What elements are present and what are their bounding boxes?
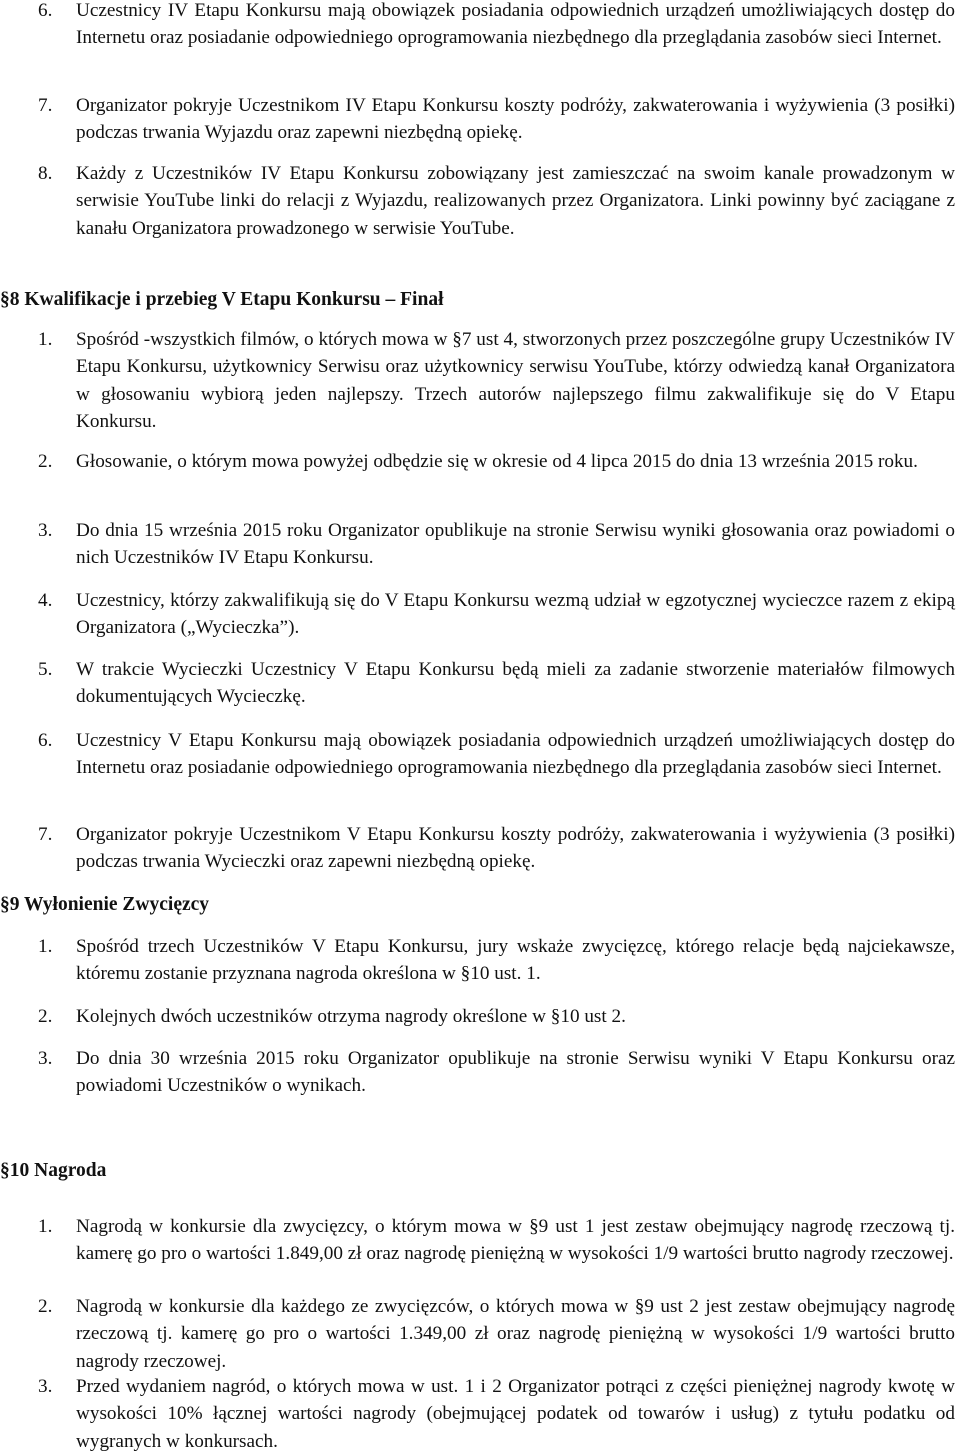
item-text: Głosowanie, o którym mowa powyżej odbędzie się w okresie od 4 lipca 2015 do dnia 13 września 2015 roku. xyxy=(76,451,918,472)
item-text: Do dnia 30 września 2015 roku Organizator opublikuje na stronie Serwisu wyniki V Etapu Konkursu oraz powiadomi Uczestników o wynikach. xyxy=(76,1048,955,1097)
item-text: Spośród trzech Uczestników V Etapu Konkursu, jury wskaże zwycięzcę, którego relacje będą najciekawsze, któremu zostanie przyznana nagroda określona w §10 ust. 1. xyxy=(76,936,955,985)
section-heading: §9 Wyłonienie Zwycięzcy xyxy=(0,894,210,915)
item-text: Uczestnicy IV Etapu Konkursu mają obowiązek posiadania odpowiednich urządzeń umożliwiających dostęp do Internetu oraz posiadanie odpowiedniego oprogramowania niezbędnego dla przeglądania zasobów sieci Internet. xyxy=(76,0,955,49)
item-text: W trakcie Wycieczki Uczestnicy V Etapu Konkursu będą mieli za zadanie stworzenie materiałów filmowych dokumentujących Wycieczkę. xyxy=(76,659,955,708)
item-number: 1. xyxy=(38,1216,53,1237)
item-number: 8. xyxy=(38,163,53,184)
item-number: 7. xyxy=(38,824,53,845)
item-text: Uczestnicy, którzy zakwalifikują się do V Etapu Konkursu wezmą udział w egzotycznej wycieczce razem z ekipą Organizatora („Wycieczka”). xyxy=(76,590,955,639)
item-number: 3. xyxy=(38,1376,53,1397)
item-number: 1. xyxy=(38,329,53,350)
item-number: 2. xyxy=(38,451,53,472)
item-text: Spośród -wszystkich filmów, o których mowa w §7 ust 4, stworzonych przez poszczególne grupy Uczestników IV Etapu Konkursu, użytkownicy Serwisu oraz użytkownicy serwisu YouTube, którzy odwiedzą kanał Organizatora w głosowaniu wybiorą jeden najlepszy. Trzech autorów najlepszego filmu zakwalifikuje się do V Etapu Konkursu. xyxy=(76,329,955,432)
item-number: 2. xyxy=(38,1296,53,1317)
item-number: 2. xyxy=(38,1006,53,1027)
item-text: Nagrodą w konkursie dla zwycięzcy, o którym mowa w §9 ust 1 jest zestaw obejmujący nagrodę rzeczową tj. kamerę go pro o wartości 1.849,00 zł oraz nagrodę pieniężną w wysokości 1/9 wartości brutto nagrody rzeczowej. xyxy=(76,1216,955,1265)
item-text: Nagrodą w konkursie dla każdego ze zwycięzców, o których mowa w §9 ust 2 jest zestaw obejmujący nagrodę rzeczową tj. kamerę go pro o wartości 1.349,00 zł oraz nagrodę pieniężną w wysokości 1/9 wartości brutto nagrody rzeczowej. xyxy=(76,1296,955,1372)
section-heading: §8 Kwalifikacje i przebieg V Etapu Konkursu – Finał xyxy=(0,289,444,310)
item-text: Organizator pokryje Uczestnikom V Etapu Konkursu koszty podróży, zakwaterowania i wyżywienia (3 posiłki) podczas trwania Wycieczki oraz zapewni niezbędną opiekę. xyxy=(76,824,955,873)
item-number: 5. xyxy=(38,659,53,680)
item-text: Organizator pokryje Uczestnikom IV Etapu Konkursu koszty podróży, zakwaterowania i wyżywienia (3 posiłki) podczas trwania Wyjazdu oraz zapewni niezbędną opiekę. xyxy=(76,95,955,144)
item-text: Kolejnych dwóch uczestników otrzyma nagrody określone w §10 ust 2. xyxy=(76,1006,626,1027)
section-heading: §10 Nagroda xyxy=(0,1160,107,1181)
item-number: 3. xyxy=(38,1048,53,1069)
item-number: 3. xyxy=(38,520,53,541)
item-number: 6. xyxy=(38,730,53,751)
item-number: 1. xyxy=(38,936,53,957)
item-text: Do dnia 15 września 2015 roku Organizator opublikuje na stronie Serwisu wyniki głosowania oraz powiadomi o nich Uczestników IV Etapu Konkursu. xyxy=(76,520,955,569)
item-number: 4. xyxy=(38,590,53,611)
item-number: 6. xyxy=(38,0,53,21)
item-text: Każdy z Uczestników IV Etapu Konkursu zobowiązany jest zamieszczać na swoim kanale prowadzonym w serwisie YouTube linki do relacji z Wyjazdu, realizowanych przez Organizatora. Linki powinny być zaciągane z kanału Organizatora prowadzonego w serwisie YouTube. xyxy=(76,163,955,239)
item-number: 7. xyxy=(38,95,53,116)
item-text: Uczestnicy V Etapu Konkursu mają obowiązek posiadania odpowiednich urządzeń umożliwiających dostęp do Internetu oraz posiadanie odpowiedniego oprogramowania niezbędnego dla przeglądania zasobów sieci Internet. xyxy=(76,730,955,779)
item-text: Przed wydaniem nagród, o których mowa w ust. 1 i 2 Organizator potrąci z części pieniężnej nagrody kwotę w wysokości 10% łącznej wartości nagrody (obejmującej podatek od towarów i usług) z tytułu podatku od wygranych w konkursach. xyxy=(76,1376,955,1452)
